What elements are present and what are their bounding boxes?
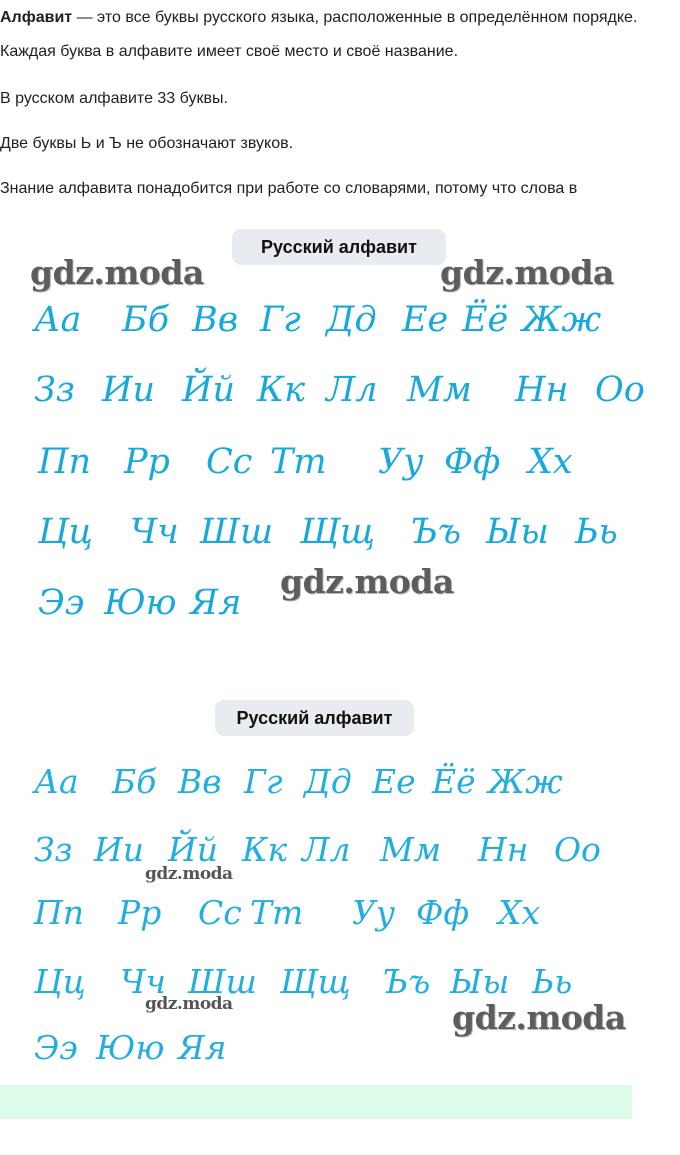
fact-dictionary: Знание алфавита понадобится при работе со словарями, потому что слова в (0, 180, 578, 197)
cursive-letter: Нн (515, 370, 569, 410)
fact-letter-count: В русском алфавите 33 буквы. (0, 90, 228, 107)
watermark: gdz.moda (440, 253, 614, 292)
cursive-letter: Ии (102, 370, 156, 410)
cursive-letter: Кк (242, 830, 288, 869)
cursive-letter: Вв (178, 762, 222, 801)
cursive-letter: Лл (302, 830, 351, 869)
cursive-letter: Цц (38, 512, 93, 552)
cursive-letter: Чч (120, 962, 167, 1001)
cursive-letter: Оо (595, 370, 645, 410)
cursive-letter: Юю (104, 583, 177, 623)
cursive-letter: Юю (96, 1028, 165, 1067)
answer-bar (0, 1085, 632, 1119)
cursive-letter: Аа (34, 762, 79, 801)
cursive-letter: Дд (304, 762, 352, 801)
cursive-letter: Ъъ (382, 962, 431, 1001)
cursive-letter: Рр (118, 893, 162, 932)
cursive-letter: Щщ (300, 512, 375, 552)
cursive-letter: Уу (352, 893, 395, 932)
cursive-letter: Яя (190, 583, 242, 623)
cursive-letter: Зз (34, 370, 75, 410)
cursive-letter: Щщ (280, 962, 351, 1001)
cursive-letter: Тт (270, 442, 327, 482)
cursive-letter: Сс (206, 442, 253, 482)
watermark: gdz.moda (280, 562, 454, 601)
cursive-letter: Цц (34, 962, 86, 1001)
cursive-letter: Шш (200, 512, 274, 552)
cursive-letter: Гг (244, 762, 283, 801)
watermark: gdz.moda (145, 994, 233, 1014)
cursive-letter: Ее (372, 762, 416, 801)
cursive-letter: Вв (192, 300, 239, 340)
cursive-letter: Ёё (462, 300, 509, 340)
cursive-letter: Аа (34, 300, 82, 340)
cursive-letter: Зз (34, 830, 73, 869)
cursive-letter: Ыы (486, 512, 549, 552)
cursive-letter: Ъъ (410, 512, 462, 552)
cursive-letter: Ьь (575, 512, 618, 552)
intro-paragraph (0, 1, 672, 69)
cursive-letter: Мм (407, 370, 472, 410)
cursive-letter: Ии (94, 830, 145, 869)
cursive-letter: Рр (124, 442, 170, 482)
cursive-letter: Фф (444, 442, 501, 482)
fact-silent-letters: Две буквы Ь и Ъ не обозначают звуков. (0, 135, 294, 152)
watermark: gdz.moda (452, 998, 626, 1037)
cursive-letter: Жж (488, 762, 563, 801)
cursive-letter: Шш (188, 962, 257, 1001)
cursive-letter: Йй (182, 370, 236, 410)
figure2-label: Русский алфавит (215, 700, 414, 736)
cursive-letter: Ёё (432, 762, 476, 801)
cursive-letter: Ээ (38, 583, 85, 623)
watermark: gdz.moda (30, 253, 204, 292)
cursive-letter: Тт (250, 893, 304, 932)
cursive-letter: Оо (554, 830, 601, 869)
cursive-letter: Чч (130, 512, 179, 552)
watermark: gdz.moda (145, 864, 233, 884)
cursive-letter: Йй (168, 830, 219, 869)
cursive-letter: Хх (528, 442, 573, 482)
cursive-letter: Яя (178, 1028, 227, 1067)
cursive-letter: Дд (326, 300, 377, 340)
cursive-letter: Ьь (532, 962, 573, 1001)
intro-definition: — это все буквы русского языка, расположенные в определённом порядке. Каждая буква в алфавите имеет своё место и своё название. (0, 9, 638, 60)
intro-term: Алфавит (0, 9, 73, 26)
cursive-letter: Бб (122, 300, 170, 340)
cursive-letter: Пп (34, 893, 85, 932)
cursive-letter: Пп (38, 442, 92, 482)
cursive-letter: Нн (478, 830, 529, 869)
cursive-letter: Лл (326, 370, 378, 410)
cursive-letter: Фф (416, 893, 470, 932)
cursive-letter: Жж (522, 300, 602, 340)
cursive-letter: Уу (378, 442, 424, 482)
cursive-letter: Ыы (450, 962, 510, 1001)
cursive-letter: Мм (380, 830, 442, 869)
cursive-letter: Гг (260, 300, 301, 340)
cursive-letter: Ее (402, 300, 449, 340)
cursive-letter: Кк (257, 370, 305, 410)
cursive-letter: Сс (198, 893, 242, 932)
cursive-letter: Бб (112, 762, 157, 801)
figure1-label: Русский алфавит (232, 229, 446, 265)
cursive-letter: Хх (498, 893, 541, 932)
cursive-letter: Ээ (34, 1028, 78, 1067)
